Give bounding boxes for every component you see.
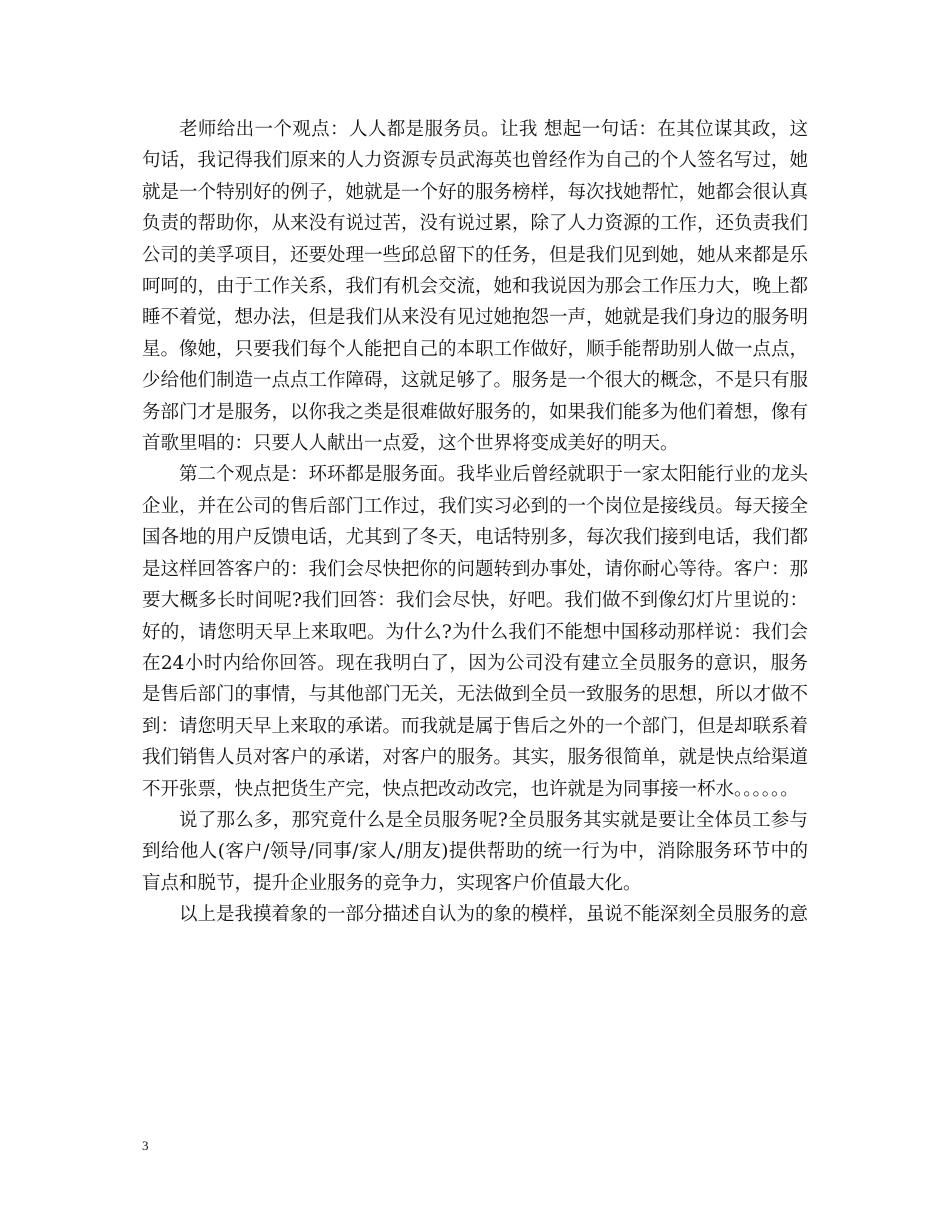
paragraph-conclusion: 以上是我摸着象的一部分描述自认为的象的模样，虽说不能深刻全员服务的意 bbox=[179, 904, 809, 926]
paragraph-everyone-is-a-server: 老师给出一个观点：人人都是服务员。让我 想起一句话：在其位谋其政，这句话，我记得我们原来的人力资源专员武海英也曾经作为自己的个人签名写过，她就是一个特别好的例子，她就是一个好的服务榜样，每次找她帮忙，她都会很认真负责的帮助你，从来没有说过苦，没有说过累，除了人力资源的工作，还负责我们公司的美孚项目，还要处理一些邱总留下的任务，但是我们见到她，她从来都是乐呵呵的，由于工作关系，我们有机会交流，她和我说因为那会工作压力大，晚上都睡不着觉，想办法，但是我们从来没有见过她抱怨一声，她就是我们身边的服务明星。像她，只要我们每个人能把自己的本职工作做好，顺手能帮助别人做一点点，少给他们制造一点点工作障碍，这就足够了。服务是一个很大的概念，不是只有服务部门才是服务，以你我之类是很难做好服务的，如果我们能多为他们着想，像有首歌里唱的：只要人人献出一点爱，这个世界将变成美好的明天。 bbox=[142, 119, 809, 455]
document-body bbox=[142, 114, 808, 931]
paragraph-every-link-is-service: 第二个观点是：环环都是服务面。我毕业后曾经就职于一家太阳能行业的龙头企业，并在公司的售后部门工作过，我们实习必到的一个岗位是接线员。每天接全国各地的用户反馈电话，尤其到了冬天，电话特别多，每次我们接到电话，我们都是这样回答客户的：我们会尽快把你的问题转到办事处，请你耐心等待。客户：那要大概多长时间呢?我们回答：我们会尽快，好吧。我们做不到像幻灯片里说的：好的，请您明天早上来取吧。为什么?为什么我们不能想中国移动那样说：我们会在24小时内给你回答。现在我明白了，因为公司没有建立全员服务的意识，服务是售后部门的事情，与其他部门无关，无法做到全员一致服务的思想，所以才做不到：请您明天早上来取的承诺。而我就是属于售后之外的一个部门，但是却联系着我们销售人员对客户的承诺，对客户的服务。其实，服务很简单，就是快点给渠道不开张票，快点把货生产完，快点把改动改完，也许就是为同事接一杯水。。。。。。 bbox=[142, 464, 809, 800]
page-number: 3 bbox=[142, 1138, 149, 1153]
paragraph-what-is-full-service: 说了那么多，那究竟什么是全员服务呢?全员服务其实就是要让全体员工参与到给他人(客户/领导/同事/家人/朋友)提供帮助的统一行为中，消除服务环节中的盲点和脱节，提升企业服务的竞争力，实现客户价值最大化。 bbox=[142, 809, 808, 894]
